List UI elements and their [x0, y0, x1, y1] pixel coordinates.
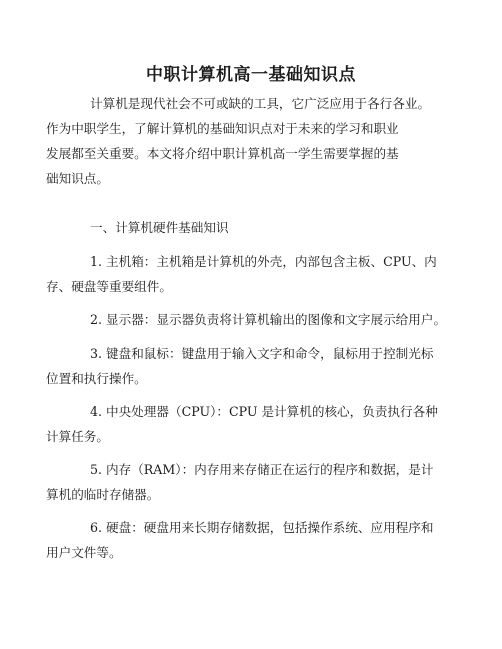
list-item-line: 算机的临时存储器。 — [46, 487, 160, 502]
list-item-line: 用户文件等。 — [46, 545, 122, 560]
section-heading: 一、计算机硬件基础知识 — [90, 220, 229, 235]
list-item-line: 6. 硬盘：硬盘用来长期存储数据，包括操作系统、应用程序和 — [90, 520, 434, 535]
list-item-line: 计算任务。 — [46, 429, 109, 444]
list-item-line: 3. 键盘和鼠标：键盘用于输入文字和命令，鼠标用于控制光标 — [90, 346, 434, 361]
list-item-line: 1. 主机箱：主机箱是计算机的外壳，内部包含主板、CPU、内 — [90, 254, 437, 269]
list-item-line: 位置和执行操作。 — [46, 371, 147, 386]
list-item-line: 4. 中央处理器（CPU）：CPU 是计算机的核心，负责执行各种 — [90, 404, 438, 419]
list-item-line: 存、硬盘等重要组件。 — [46, 279, 172, 294]
document-title: 中职计算机高一基础知识点 — [146, 65, 356, 85]
intro-line: 计算机是现代社会不可或缺的工具，它广泛应用于各行各业。 — [90, 96, 431, 111]
intro-line: 础知识点。 — [46, 171, 109, 186]
intro-line: 发展都至关重要。本文将介绍中职计算机高一学生需要掌握的基 — [46, 146, 399, 161]
intro-line: 作为中职学生，了解计算机的基础知识点对于未来的学习和职业 — [46, 121, 399, 136]
list-item-line: 2. 显示器：显示器负责将计算机输出的图像和文字展示给用户。 — [90, 312, 447, 327]
list-item-line: 5. 内存（RAM）：内存用来存储正在运行的程序和数据，是计 — [90, 462, 434, 477]
